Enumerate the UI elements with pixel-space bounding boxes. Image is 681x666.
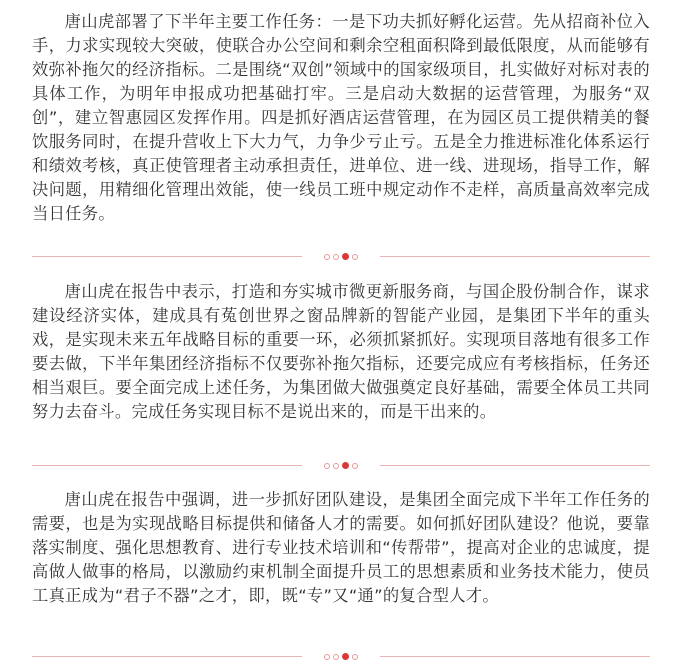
section-divider [32, 652, 650, 662]
divider-dot-icon [333, 254, 339, 260]
divider-dot-icon [324, 463, 330, 469]
section-divider [32, 461, 650, 471]
divider-dots [324, 652, 358, 661]
section-divider [32, 252, 650, 262]
divider-dot-icon [324, 654, 330, 660]
divider-dot-icon [352, 654, 358, 660]
divider-line-left [32, 465, 302, 466]
divider-dot-icon [333, 654, 339, 660]
divider-dots [324, 252, 358, 261]
divider-line-right [380, 256, 650, 257]
divider-dot-filled-icon [342, 462, 349, 469]
divider-dot-icon [352, 254, 358, 260]
divider-dot-filled-icon [342, 253, 349, 260]
divider-line-left [32, 656, 302, 657]
divider-dot-icon [333, 463, 339, 469]
divider-dot-filled-icon [342, 653, 349, 660]
divider-line-right [380, 656, 650, 657]
divider-line-right [380, 465, 650, 466]
divider-line-left [32, 256, 302, 257]
paragraph-report-statement: 唐山虎在报告中表示，打造和夯实城市微更新服务商，与国企股份制合作，谋求建设经济实体，建成具有菟创世界之窗品牌新的智能产业园，是集团下半年的重头戏，是实现未来五年战略目标的重要一环，必须抓紧抓好。实现项目落地有很多工作要去做，下半年集团经济指标不仅要弥补拖欠指标，还要完成应有考核指标，任务还相当艰巨。要全面完成上述任务，为集团做大做强奠定良好基础，需要全体员工共同努力去奋斗。完成任务实现目标不是说出来的，而是干出来的。 [32, 282, 650, 421]
paragraph-work-tasks: 唐山虎部署了下半年主要工作任务：一是下功夫抓好孵化运营。先从招商补位入手，力求实现较大突破，使联合办公空间和剩余空租面积降到最低限度，从而能够有效弥补拖欠的经济指标。二是围绕“双创”领域中的国家级项目，扎实做好对标对表的具体工作，为明年申报成功把基础打牢。三是启动大数据的运营管理，为服务“双创”，建立智惠园区发挥作用。四是抓好酒店运营管理，在为园区员工提供精美的餐饮服务同时，在提升营收上下大力气，力争少亏止亏。五是全力推进标准化体系运行和绩效考核，真正使管理者主动承担责任，进单位、进一线、进现场，指导工作，解决问题，用精细化管理出效能，使一线员工班中规定动作不走样，高质量高效率完成当日任务。 [32, 12, 650, 223]
divider-dots [324, 461, 358, 470]
paragraph-team-building: 唐山虎在报告中强调，进一步抓好团队建设，是集团全面完成下半年工作任务的需要，也是为实现战略目标提供和储备人才的需要。如何抓好团队建设？他说，要靠落实制度、强化思想教育、进行专业技术培训和“传帮带”，提高对企业的忠诚度，提高做人做事的格局，以激励约束机制全面提升员工的思想素质和业务技术能力，使员工真正成为“君子不器”之才，即，既“专”又“通”的复合型人才。 [32, 490, 650, 605]
divider-dot-icon [352, 463, 358, 469]
divider-dot-icon [324, 254, 330, 260]
